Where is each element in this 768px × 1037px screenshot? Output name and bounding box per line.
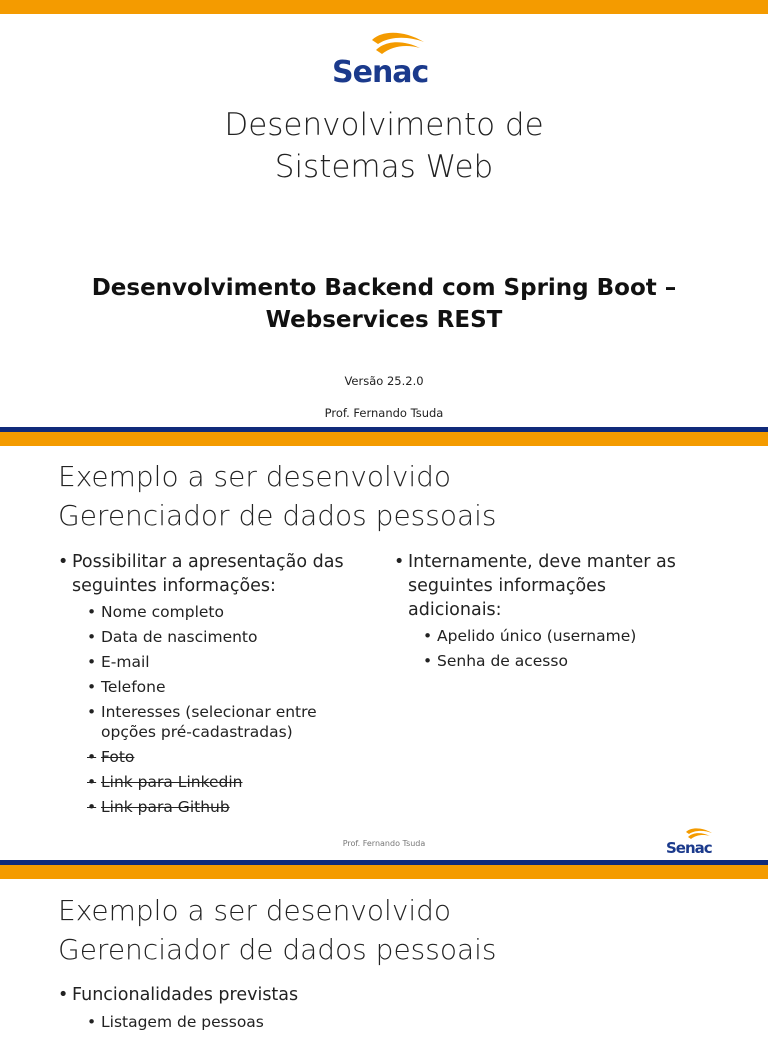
- heading-line-2: Gerenciador de dados pessoais: [58, 933, 497, 966]
- bullet-line: • Possibilitar a apresentação das: [72, 552, 344, 572]
- subtitle-line-2: Webservices REST: [265, 307, 503, 333]
- list-item-struck: • Link para Github: [87, 797, 368, 817]
- list-item: • Listagem de pessoas: [87, 1012, 658, 1032]
- features-list: [87, 1012, 658, 1032]
- slide3-heading: [58, 891, 497, 969]
- slide2-heading: [58, 457, 497, 535]
- author-text: Prof. Fernando Tsuda: [324, 406, 444, 420]
- bullet-line: seguintes informações:: [72, 576, 276, 596]
- slide2-right-column: [394, 550, 714, 676]
- list-item: • Telefone: [87, 677, 368, 697]
- info-list: [87, 602, 368, 817]
- bullet-features: • Funcionalidades previstas: [58, 983, 658, 1007]
- senac-logo-small: [664, 826, 720, 858]
- heading-line-1: Exemplo a ser desenvolvido: [58, 460, 452, 493]
- title-line-1: Desenvolvimento de: [224, 107, 544, 143]
- slide2-left-column: [58, 550, 368, 822]
- slide1-top-bar: [0, 0, 768, 14]
- heading-line-2: Gerenciador de dados pessoais: [58, 499, 497, 532]
- logo-text: Senac: [332, 55, 429, 90]
- slide2-footer: Prof. Fernando Tsuda: [342, 839, 426, 848]
- slide3-top-bar: [0, 865, 768, 879]
- slide1-title: [0, 104, 768, 188]
- list-item: [87, 702, 368, 742]
- heading-line-1: Exemplo a ser desenvolvido: [58, 894, 452, 927]
- list-item-struck: • Link para Linkedin: [87, 772, 368, 792]
- list-item: • Senha de acesso: [423, 651, 714, 671]
- bullet-line: • Internamente, deve manter as: [408, 552, 676, 572]
- list-item-line: • Interesses (selecionar entre: [101, 703, 317, 721]
- bullet-info-display: [58, 550, 368, 598]
- list-item: • Data de nascimento: [87, 627, 368, 647]
- bullet-internal-info: [394, 550, 714, 622]
- list-item: • E-mail: [87, 652, 368, 672]
- bullet-line: adicionais:: [408, 600, 502, 620]
- slide2-top-bar: [0, 432, 768, 446]
- slide3-content: [58, 983, 658, 1037]
- internal-list: [423, 626, 714, 671]
- logo-text: Senac: [666, 839, 712, 857]
- list-item: • Apelido único (username): [423, 626, 714, 646]
- title-line-2: Sistemas Web: [274, 149, 494, 185]
- list-item-struck: • Foto: [87, 747, 368, 767]
- list-item-line: opções pré-cadastradas): [101, 723, 293, 741]
- version-text: Versão 25.2.0: [344, 374, 424, 388]
- subtitle-line-1: Desenvolvimento Backend com Spring Boot –: [91, 275, 677, 301]
- senac-logo: [328, 28, 438, 90]
- bullet-line: seguintes informações: [408, 576, 607, 596]
- list-item: • Nome completo: [87, 602, 368, 622]
- slide1-subtitle: [0, 272, 768, 336]
